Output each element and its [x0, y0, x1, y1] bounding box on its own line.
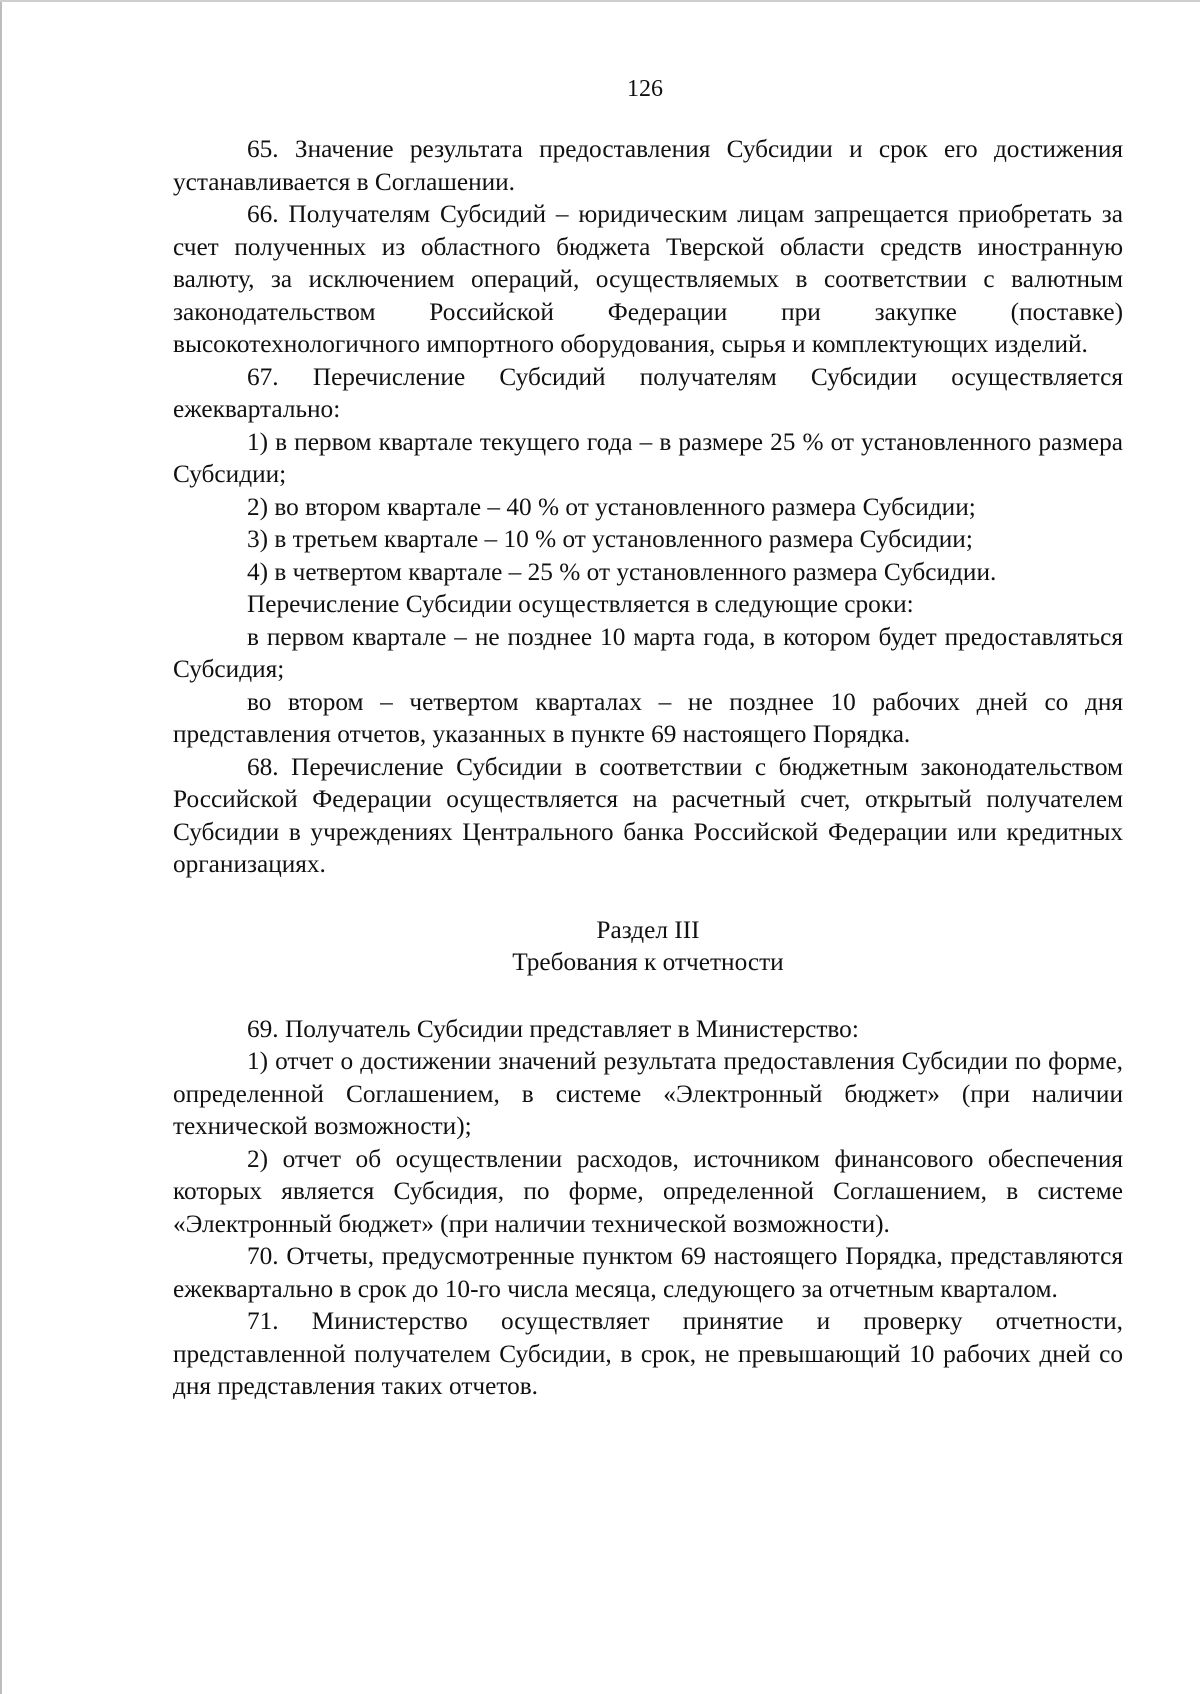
list-item-report-2: 2) отчет об осуществлении расходов, источником финансового обеспечения которых является Субсидия, по форме, определенной Соглашением, в системе «Электронный бюджет» (при наличии технической возможности). [173, 1144, 1123, 1238]
list-item-q2: 2) во втором квартале – 40 % от установленного размера Субсидии; [247, 492, 976, 521]
deadline-other-quarters: во втором – четвертом кварталах – не позднее 10 рабочих дней со дня представления отчетов, указанных в пункте 69 настоящего Порядка. [173, 687, 1123, 748]
deadlines-intro: Перечисление Субсидии осуществляется в следующие сроки: [247, 590, 914, 618]
list-item-report-1: 1) отчет о достижении значений результата предоставления Субсидии по форме, определенной Соглашением, в системе «Электронный бюджет» (при наличии технической возможности); [173, 1047, 1123, 1140]
list-item-q1: 1) в первом квартале текущего года – в размере 25 % от установленного размера Субсидии; [173, 427, 1123, 488]
paragraph-67: 67. Перечисление Субсидий получателям Субсидии осуществляется ежеквартально: [173, 362, 1123, 423]
paragraph-68: 68. Перечисление Субсидии в соответствии с бюджетным законодательством Российской Федерации осуществляется на расчетный счет, открытый получателем Субсидии в учреждениях Центрального банка Российской Федерации или кредитных организациях. [173, 752, 1123, 878]
scan-edge-left [0, 0, 2, 1694]
paragraph-66: 66. Получателям Субсидий – юридическим лицам запрещается приобретать за счет полученных из областного бюджета Тверской области средств иностранную валюту, за исключением операций, осуществляемых в соответствии с валютным законодательством Российской Федерации при закупке (поставке) высокотехнологичного импортного оборудования, сырья и комплектующих изделий. [173, 200, 1123, 358]
list-item-q4: 4) в четвертом квартале – 25 % от установленного размера Субсидии. [247, 557, 997, 586]
section-title: Требования к отчетности [512, 948, 784, 976]
document-body [173, 133, 1123, 1403]
scan-edge-top [0, 0, 1200, 2]
list-item-q3: 3) в третьем квартале – 10 % от установленного размера Субсидии; [247, 525, 973, 553]
section-number: Раздел III [596, 915, 700, 944]
paragraph-70: 70. Отчеты, предусмотренные пунктом 69 настоящего Порядка, представляются ежеквартально в срок до 10-го числа месяца, следующего за отчетным кварталом. [173, 1242, 1123, 1303]
page-number: 126 [627, 76, 663, 102]
paragraph-69: 69. Получатель Субсидии представляет в Министерство: [247, 1014, 859, 1043]
paragraph-65: 65. Значение результата предоставления Субсидии и срок его достижения устанавливается в Соглашении. [173, 135, 1123, 196]
deadline-first-quarter: в первом квартале – не позднее 10 марта года, в котором будет предоставляться Субсидия; [173, 622, 1123, 683]
paragraph-71: 71. Министерство осуществляет принятие и проверку отчетности, представленной получателем Субсидии, в срок, не превышающий 10 рабочих дней со дня представления таких отчетов. [173, 1307, 1123, 1400]
